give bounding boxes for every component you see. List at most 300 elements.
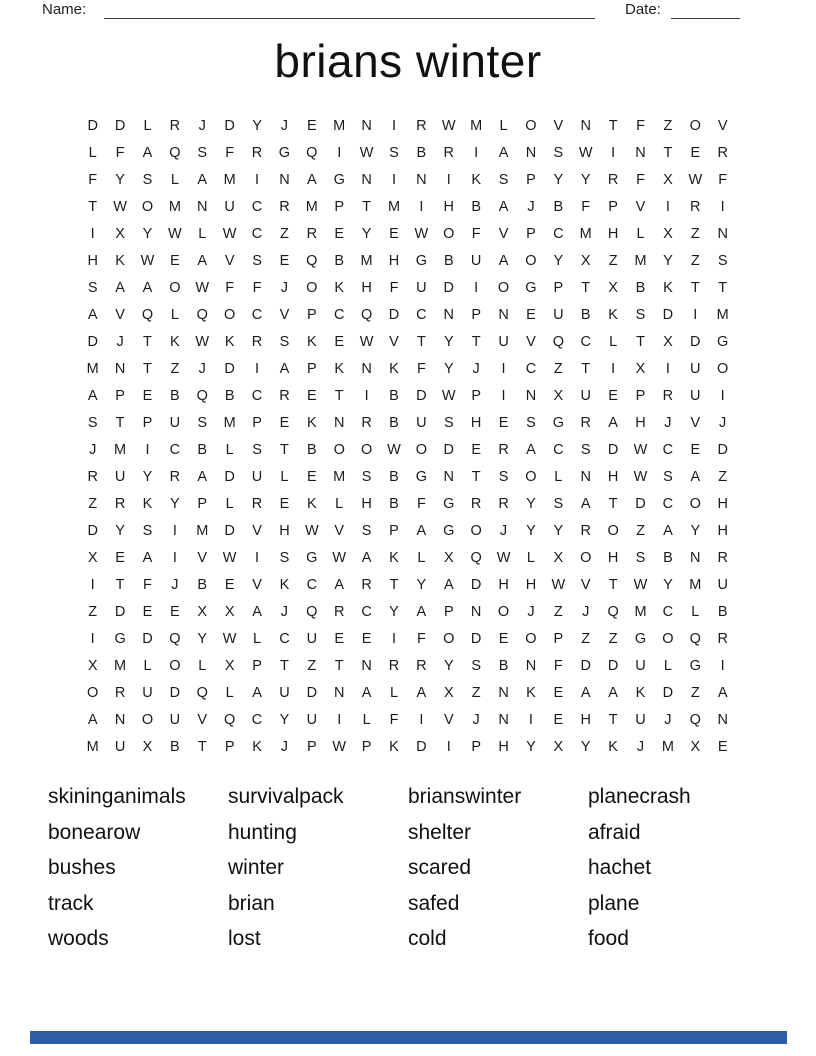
- grid-letter: V: [197, 711, 208, 728]
- grid-letter: L: [170, 171, 179, 188]
- grid-letter: M: [333, 468, 346, 485]
- grid-letter: T: [608, 495, 618, 512]
- grid-letter: P: [471, 306, 481, 323]
- grid-letter: I: [611, 144, 616, 161]
- grid-letter: A: [498, 144, 509, 161]
- grid-letter: O: [525, 117, 537, 134]
- word-list-item: food: [588, 927, 629, 951]
- grid-letter: H: [470, 414, 482, 431]
- grid-letter: K: [663, 279, 673, 296]
- grid-letter: J: [499, 522, 508, 539]
- grid-letter: V: [389, 333, 399, 350]
- grid-letter: I: [255, 171, 260, 188]
- grid-letter: E: [115, 549, 125, 566]
- word-list-item: track: [48, 891, 94, 915]
- grid-letter: I: [720, 198, 725, 215]
- grid-letter: H: [717, 495, 728, 512]
- grid-letter: T: [389, 576, 399, 593]
- grid-letter: K: [334, 360, 345, 377]
- grid-letter: I: [665, 360, 670, 377]
- grid-letter: A: [279, 360, 290, 377]
- grid-letter: S: [279, 549, 290, 566]
- grid-letter: U: [635, 657, 646, 674]
- word-list-item: hunting: [228, 820, 297, 844]
- grid-letter: V: [526, 333, 536, 350]
- grid-letter: P: [361, 738, 372, 755]
- grid-letter: N: [333, 414, 345, 431]
- grid-letter: O: [580, 549, 592, 566]
- grid-letter: R: [114, 684, 126, 701]
- grid-letter: Z: [581, 630, 591, 647]
- grid-letter: O: [443, 630, 455, 647]
- grid-letter: N: [525, 657, 537, 674]
- grid-letter: A: [334, 576, 345, 593]
- grid-letter: Q: [689, 630, 701, 647]
- grid-letter: V: [115, 306, 125, 323]
- grid-letter: K: [334, 279, 345, 296]
- grid-letter: P: [553, 630, 564, 647]
- grid-letter: Z: [88, 495, 98, 512]
- grid-letter: P: [306, 306, 317, 323]
- grid-letter: J: [664, 414, 672, 431]
- grid-letter: X: [87, 549, 98, 566]
- grid-letter: R: [169, 468, 181, 485]
- grid-letter: C: [306, 576, 318, 593]
- grid-letter: I: [90, 576, 95, 593]
- grid-letter: H: [717, 522, 728, 539]
- grid-letter: E: [224, 576, 235, 593]
- grid-letter: X: [115, 225, 125, 242]
- grid-letter: A: [142, 144, 153, 161]
- grid-letter: T: [334, 657, 344, 674]
- grid-letter: N: [525, 144, 537, 161]
- grid-letter: T: [663, 144, 673, 161]
- grid-letter: P: [389, 522, 399, 539]
- grid-letter: U: [251, 468, 263, 485]
- grid-letter: Y: [663, 252, 673, 269]
- grid-letter: V: [498, 225, 509, 242]
- grid-letter: Z: [307, 657, 317, 674]
- grid-letter: Z: [553, 360, 563, 377]
- grid-letter: K: [170, 333, 180, 350]
- grid-letter: L: [609, 333, 618, 350]
- grid-letter: T: [280, 441, 289, 458]
- grid-letter: O: [497, 603, 510, 620]
- grid-letter: S: [635, 549, 646, 566]
- grid-letter: F: [252, 279, 262, 296]
- grid-letter: S: [252, 252, 262, 269]
- grid-letter: I: [391, 117, 396, 134]
- grid-letter: N: [635, 144, 646, 161]
- grid-letter: B: [197, 576, 208, 593]
- grid-letter: N: [580, 117, 591, 134]
- grid-letter: I: [255, 549, 260, 566]
- grid-letter: X: [635, 360, 646, 377]
- grid-letter: L: [335, 495, 344, 512]
- grid-letter: T: [581, 360, 591, 377]
- grid-letter: F: [471, 225, 481, 242]
- grid-letter: L: [253, 630, 262, 647]
- grid-letter: Q: [306, 144, 318, 161]
- grid-letter: U: [142, 684, 153, 701]
- grid-letter: X: [224, 603, 235, 620]
- grid-letter: J: [198, 117, 206, 134]
- grid-letter: I: [391, 630, 396, 647]
- grid-letter: E: [334, 225, 345, 242]
- grid-letter: O: [306, 279, 318, 296]
- grid-letter: N: [443, 468, 455, 485]
- grid-letter: Q: [141, 306, 154, 323]
- grid-letter: P: [197, 495, 208, 512]
- grid-letter: F: [718, 171, 728, 188]
- grid-letter: D: [470, 576, 482, 593]
- grid-letter: S: [498, 468, 509, 485]
- grid-letter: M: [634, 603, 647, 620]
- grid-letter: G: [443, 522, 455, 539]
- grid-letter: R: [607, 171, 619, 188]
- grid-letter: U: [169, 711, 181, 728]
- grid-letter: I: [474, 279, 479, 296]
- grid-letter: D: [635, 495, 646, 512]
- grid-letter: T: [608, 576, 618, 593]
- grid-letter: Q: [607, 603, 619, 620]
- grid-letter: R: [87, 468, 98, 485]
- grid-letter: Y: [443, 333, 454, 350]
- grid-letter: X: [87, 657, 98, 674]
- grid-letter: V: [580, 576, 591, 593]
- grid-letter: K: [306, 495, 317, 512]
- grid-letter: N: [416, 171, 427, 188]
- grid-letter: O: [333, 441, 345, 458]
- grid-letter: E: [498, 414, 509, 431]
- grid-letter: N: [114, 360, 126, 377]
- grid-letter: J: [116, 333, 124, 350]
- grid-letter: Y: [443, 360, 454, 377]
- grid-letter: B: [389, 414, 399, 431]
- grid-letter: P: [252, 657, 262, 674]
- grid-letter: L: [143, 657, 152, 674]
- grid-letter: X: [608, 279, 618, 296]
- grid-letter: O: [141, 198, 154, 215]
- grid-letter: R: [361, 576, 372, 593]
- grid-letter: I: [446, 171, 451, 188]
- grid-letter: I: [528, 711, 533, 728]
- grid-letter: R: [690, 198, 701, 215]
- grid-letter: R: [717, 144, 728, 161]
- grid-letter: W: [633, 441, 648, 458]
- grid-letter: N: [525, 387, 537, 404]
- grid-letter: W: [168, 225, 182, 242]
- grid-letter: Q: [169, 144, 181, 161]
- grid-letter: Y: [663, 576, 673, 593]
- grid-letter: O: [443, 225, 455, 242]
- grid-letter: F: [636, 171, 645, 188]
- grid-letter: K: [142, 495, 153, 512]
- grid-letter: K: [115, 252, 125, 269]
- grid-letter: L: [663, 657, 672, 674]
- grid-letter: C: [251, 198, 263, 215]
- grid-letter: Y: [553, 522, 564, 539]
- grid-letter: H: [361, 279, 372, 296]
- grid-letter: Y: [526, 522, 536, 539]
- grid-letter: H: [635, 414, 646, 431]
- grid-letter: A: [115, 279, 125, 296]
- grid-letter: Q: [552, 333, 564, 350]
- grid-letter: O: [169, 657, 181, 674]
- grid-letter: L: [499, 117, 508, 134]
- grid-letter: F: [143, 576, 152, 593]
- grid-letter: C: [553, 225, 564, 242]
- grid-letter: I: [693, 306, 698, 323]
- grid-letter: F: [225, 279, 235, 296]
- grid-letter: B: [224, 387, 235, 404]
- grid-letter: G: [415, 252, 428, 269]
- grid-letter: P: [553, 279, 564, 296]
- grid-letter: R: [333, 603, 345, 620]
- grid-letter: Q: [196, 306, 208, 323]
- grid-letter: S: [471, 657, 481, 674]
- grid-letter: K: [306, 333, 317, 350]
- word-list-column: [588, 779, 768, 957]
- grid-letter: J: [280, 738, 289, 755]
- grid-letter: B: [197, 441, 208, 458]
- grid-letter: N: [361, 117, 372, 134]
- grid-letter: Y: [553, 171, 564, 188]
- grid-letter: F: [416, 360, 426, 377]
- grid-letter: K: [279, 576, 290, 593]
- grid-letter: N: [498, 306, 509, 323]
- grid-letter: S: [389, 144, 399, 161]
- grid-letter: D: [662, 306, 674, 323]
- grid-letter: M: [86, 360, 99, 377]
- grid-letter: L: [225, 684, 234, 701]
- grid-letter: P: [471, 738, 481, 755]
- grid-letter: B: [389, 468, 399, 485]
- grid-letter: B: [443, 252, 454, 269]
- grid-letter: L: [417, 549, 426, 566]
- grid-letter: X: [663, 171, 673, 188]
- grid-letter: Z: [608, 630, 618, 647]
- grid-letter: V: [224, 252, 235, 269]
- grid-letter: A: [416, 603, 427, 620]
- grid-letter: M: [223, 171, 236, 188]
- grid-letter: A: [690, 468, 701, 485]
- grid-letter: U: [416, 414, 427, 431]
- grid-letter: D: [87, 117, 98, 134]
- grid-letter: M: [114, 657, 127, 674]
- grid-letter: D: [224, 522, 235, 539]
- grid-letter: V: [717, 117, 728, 134]
- grid-letter: T: [362, 198, 372, 215]
- grid-letter: B: [635, 279, 646, 296]
- grid-letter: S: [553, 144, 564, 161]
- grid-letter: Z: [636, 522, 645, 539]
- grid-letter: A: [142, 549, 153, 566]
- puzzle-title: brians winter: [274, 35, 542, 87]
- grid-letter: X: [142, 738, 153, 755]
- grid-letter: J: [472, 360, 480, 377]
- grid-letter: Y: [526, 495, 536, 512]
- grid-letter: V: [197, 549, 208, 566]
- grid-letter: A: [498, 198, 509, 215]
- grid-letter: L: [198, 657, 207, 674]
- grid-letter: C: [361, 603, 372, 620]
- grid-letter: R: [662, 387, 674, 404]
- grid-letter: Q: [224, 711, 236, 728]
- grid-letter: L: [143, 117, 152, 134]
- grid-letter: A: [252, 684, 262, 701]
- grid-letter: Y: [197, 630, 208, 647]
- grid-letter: K: [471, 171, 481, 188]
- grid-letter: S: [526, 414, 536, 431]
- grid-letter: C: [553, 441, 564, 458]
- grid-letter: C: [251, 711, 263, 728]
- grid-letter: S: [635, 306, 646, 323]
- grid-letter: S: [87, 279, 98, 296]
- grid-letter: J: [719, 414, 727, 431]
- grid-letter: L: [636, 225, 645, 242]
- grid-letter: Y: [115, 171, 125, 188]
- grid-letter: O: [525, 630, 537, 647]
- grid-letter: A: [608, 414, 618, 431]
- grid-letter: A: [306, 171, 317, 188]
- grid-letter: W: [222, 549, 237, 566]
- grid-letter: N: [498, 684, 509, 701]
- grid-letter: E: [142, 603, 153, 620]
- grid-letter: K: [608, 738, 618, 755]
- grid-letter: Q: [689, 711, 701, 728]
- grid-letter: R: [443, 144, 455, 161]
- grid-letter: R: [416, 117, 427, 134]
- grid-letter: G: [443, 495, 455, 512]
- grid-letter: S: [498, 171, 509, 188]
- grid-letter: I: [720, 657, 725, 674]
- grid-letter: T: [416, 333, 426, 350]
- grid-letter: T: [718, 279, 728, 296]
- grid-letter: L: [225, 441, 234, 458]
- grid-letter: D: [388, 306, 400, 323]
- grid-letter: J: [280, 603, 289, 620]
- grid-letter: L: [691, 603, 700, 620]
- grid-letter: S: [580, 441, 591, 458]
- grid-letter: C: [662, 441, 674, 458]
- grid-letter: E: [526, 306, 536, 323]
- grid-letter: M: [689, 576, 702, 593]
- grid-letter: W: [222, 225, 237, 242]
- grid-letter: B: [416, 144, 427, 161]
- grid-letter: C: [333, 306, 345, 323]
- grid-letter: N: [361, 657, 372, 674]
- grid-letter: G: [114, 630, 126, 647]
- grid-letter: Y: [553, 252, 564, 269]
- grid-letter: D: [142, 630, 153, 647]
- grid-letter: Q: [196, 387, 208, 404]
- grid-letter: J: [527, 198, 535, 215]
- grid-letter: E: [279, 495, 290, 512]
- grid-letter: L: [225, 495, 234, 512]
- grid-letter: Y: [389, 603, 399, 620]
- grid-letter: K: [389, 549, 399, 566]
- grid-letter: G: [634, 630, 647, 647]
- grid-letter: R: [470, 495, 482, 512]
- grid-letter: U: [690, 360, 701, 377]
- grid-letter: A: [87, 387, 98, 404]
- grid-letter: K: [224, 333, 235, 350]
- grid-letter: S: [87, 414, 98, 431]
- grid-letter: C: [662, 495, 674, 512]
- grid-letter: I: [611, 360, 616, 377]
- grid-letter: Z: [88, 603, 98, 620]
- grid-letter: F: [636, 117, 645, 134]
- grid-letter: U: [470, 252, 482, 269]
- grid-letter: W: [222, 630, 237, 647]
- grid-letter: B: [471, 198, 481, 215]
- grid-letter: H: [388, 252, 400, 269]
- grid-letter: O: [87, 684, 99, 701]
- grid-letter: W: [332, 738, 347, 755]
- grid-letter: H: [361, 495, 372, 512]
- grid-letter: X: [690, 738, 701, 755]
- grid-letter: L: [280, 468, 289, 485]
- grid-letter: T: [608, 711, 618, 728]
- grid-letter: P: [306, 360, 317, 377]
- grid-letter: H: [498, 576, 509, 593]
- grid-letter: O: [415, 441, 428, 458]
- grid-letter: E: [170, 603, 180, 620]
- grid-letter: A: [197, 468, 208, 485]
- grid-letter: B: [663, 549, 673, 566]
- grid-letter: B: [580, 306, 591, 323]
- grid-letter: E: [361, 630, 372, 647]
- grid-letter: V: [690, 414, 701, 431]
- grid-letter: D: [607, 441, 619, 458]
- grid-letter: O: [689, 117, 701, 134]
- grid-letter: U: [279, 684, 290, 701]
- word-list-item: bushes: [48, 856, 116, 880]
- grid-letter: L: [198, 225, 207, 242]
- grid-letter: I: [501, 360, 506, 377]
- grid-letter: R: [306, 225, 318, 242]
- grid-letter: X: [443, 684, 454, 701]
- grid-letter: C: [251, 387, 263, 404]
- grid-letter: H: [607, 549, 619, 566]
- grid-letter: O: [662, 630, 674, 647]
- grid-letter: C: [662, 603, 674, 620]
- grid-letter: Z: [553, 603, 563, 620]
- grid-letter: F: [416, 630, 426, 647]
- grid-letter: D: [662, 684, 674, 701]
- grid-letter: O: [360, 441, 373, 458]
- word-list-item: planecrash: [588, 785, 691, 808]
- grid-letter: I: [501, 387, 506, 404]
- grid-letter: U: [580, 387, 591, 404]
- grid-letter: Q: [360, 306, 373, 323]
- grid-letter: M: [223, 414, 236, 431]
- grid-letter: P: [306, 738, 317, 755]
- grid-letter: R: [580, 414, 591, 431]
- grid-letter: J: [280, 117, 289, 134]
- grid-letter: E: [553, 711, 564, 728]
- grid-letter: P: [635, 387, 646, 404]
- word-list-column: [228, 779, 408, 957]
- grid-letter: R: [717, 630, 728, 647]
- grid-letter: S: [553, 495, 564, 512]
- grid-letter: I: [720, 387, 725, 404]
- grid-letter: W: [359, 144, 374, 161]
- grid-letter: K: [389, 360, 399, 377]
- grid-letter: G: [552, 414, 564, 431]
- grid-letter: Z: [170, 360, 180, 377]
